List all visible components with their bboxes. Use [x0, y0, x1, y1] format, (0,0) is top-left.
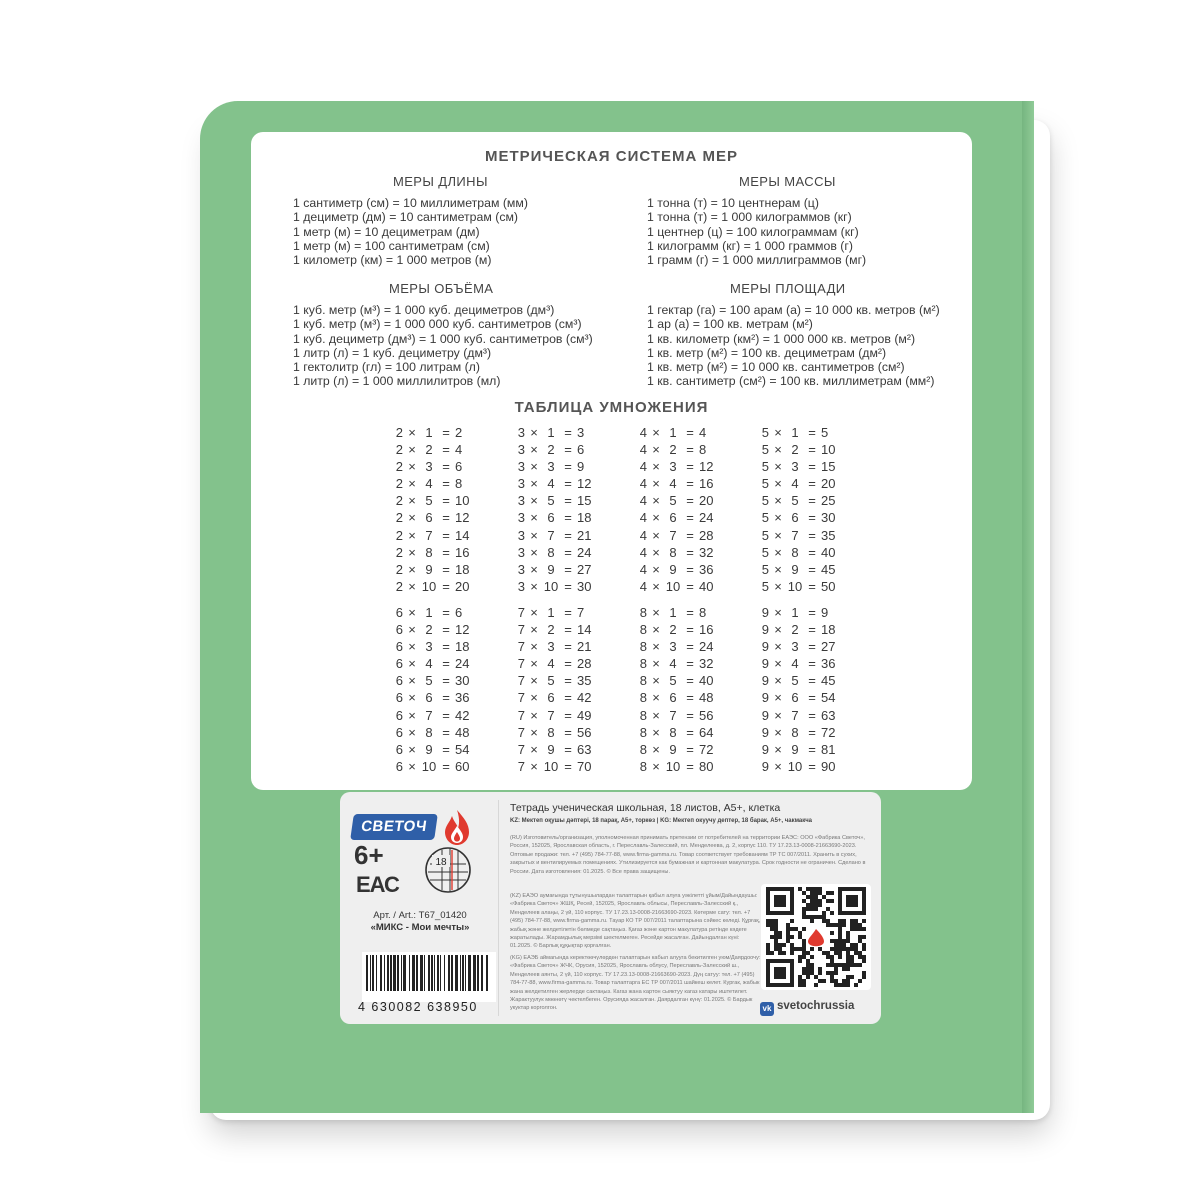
multiplication-row: 7 × 4 = 28: [517, 656, 592, 672]
multiplication-row: 3 × 3 = 9: [517, 459, 585, 475]
multiplication-block-5: [757, 424, 843, 595]
age-rating: 6+: [354, 840, 384, 870]
multiplication-row: 3 × 6 = 18: [517, 510, 592, 526]
series-name: «МИКС - Мои мечты»: [370, 922, 470, 933]
multiplication-row: 3 × 10 = 30: [517, 578, 592, 594]
area-title: МЕРЫ ПЛОЩАДИ: [730, 281, 846, 296]
multiplication-row: 8 × 9 = 72: [639, 741, 714, 757]
multiplication-row: 6 × 1 = 6: [395, 605, 463, 620]
multiplication-row: 9 × 6 = 54: [761, 690, 836, 706]
reference-panel: [251, 132, 972, 790]
multiplication-row: 7 × 1 = 7: [517, 605, 585, 620]
multiplication-row: 3 × 1 = 3: [517, 425, 585, 440]
multiplication-row: 7 × 8 = 56: [517, 724, 592, 740]
multiplication-block-8: [635, 604, 721, 775]
volume-line: 1 куб. метр (м³) = 1 000 000 куб. сантиметров (см³): [293, 317, 582, 332]
area-line: 1 кв. метр (м²) = 100 кв. дециметрам (дм²): [647, 345, 887, 360]
multiplication-row: 6 × 9 = 54: [395, 741, 470, 757]
volume-list: [293, 303, 593, 389]
multiplication-row: 8 × 3 = 24: [639, 639, 714, 655]
label-divider: [498, 800, 499, 1016]
multiplication-row: 2 × 3 = 6: [395, 459, 463, 475]
multiplication-row: 3 × 7 = 21: [517, 527, 592, 543]
area-line: 1 кв. километр (км²) = 1 000 000 кв. метров (м²): [647, 331, 916, 346]
multiplication-row: 8 × 7 = 56: [639, 707, 714, 723]
multiplication-row: 2 × 4 = 8: [395, 476, 463, 492]
multiplication-row: 7 × 2 = 14: [517, 622, 592, 638]
multiplication-row: 6 × 6 = 36: [395, 690, 470, 706]
area-line: 1 гектар (га) = 100 арам (а) = 10 000 кв. метров (м²): [647, 303, 940, 317]
multiplication-row: 9 × 2 = 18: [761, 622, 836, 638]
mass-line: 1 грамм (г) = 1 000 миллиграммов (мг): [647, 253, 867, 268]
multiplication-row: 4 × 5 = 20: [639, 493, 714, 509]
barcode-number: 4 630082 638950: [358, 1000, 478, 1014]
multiplication-row: 9 × 9 = 81: [761, 741, 836, 757]
multiplication-row: 4 × 3 = 12: [639, 459, 714, 475]
length-line: 1 метр (м) = 10 дециметрам (дм): [293, 224, 480, 239]
multiplication-block-4: [635, 424, 721, 595]
multiplication-row: 3 × 4 = 12: [517, 476, 592, 492]
multiplication-row: 4 × 9 = 36: [639, 561, 714, 577]
multiplication-row: 4 × 1 = 4: [639, 425, 707, 440]
multiplication-row: 5 × 4 = 20: [761, 476, 836, 492]
length-line: 1 сантиметр (см) = 10 миллиметрам (мм): [293, 196, 528, 210]
multiplication-row: 8 × 8 = 64: [639, 724, 714, 740]
multiplication-row: 4 × 10 = 40: [639, 578, 714, 594]
multiplication-row: 6 × 5 = 30: [395, 673, 470, 689]
info-kg: (KG) ЕАЭБ аймагында керектөөчүлөрдөн талаптарын кабыл алууга бекитилген уюм/Даярдоочу: «Фабрика Светоч» ЖЧК, Орусия, 152025, Ярославль облусу, Переславль-Залесский ш., Менделеев аянты, 2 үй, 110 корпус. ТУ 17.23.13-0008-21663690-2023. Дүң сатуу: тел. +7 (495) 784-77-88, www.firma-gamma.ru. Товар талаптарга ЕС ТР 007/2011 шайкеш келет. Кургак, жабык жана желдетилген жерлерде сактаңыз. Кагаз жана картон сыяктуу кагаз катары иштетилет. Жарактуулук мөөнөтү чектелбеген. Орусияда жасалган. Даярдалган күнү: 01.2025. © Бардык укуктар корголгон.: [510, 955, 761, 1012]
volume-line: 1 куб. метр (м³) = 1 000 куб. дециметров (дм³): [293, 303, 555, 317]
multiplication-row: 2 × 9 = 18: [395, 561, 470, 577]
multiplication-row: 5 × 9 = 45: [761, 561, 836, 577]
volume-line: 1 литр (л) = 1 куб. дециметру (дм³): [293, 345, 492, 360]
info-ru: (RU) Изготовитель/организация, уполномоченная принимать претензии от потребителей на территории ЕАЭС: ООО «Фабрика Светоч», Россия, 152025, Ярославская область, г. Переславль-Залесский, пл. Менделеева, д. 2, корпус 110. ТУ 17.23.13-0008-21663690-2023. Оптовые продажи: тел. +7 (495) 784-77-88, www.firma-gamma.ru. Товар соответствует требованиям ТР ТС 007/2011. Хранить в сухих, закрытых и вентилируемых помещениях. Утилизируется как бумажная и картонная макулатура. Срок годности не ограничен. Сделано в России. Дата изготовления: 01.2025. © Все права защищены.: [510, 835, 866, 875]
vk-handle: svetochrussia: [777, 1000, 855, 1012]
multiplication-row: 6 × 2 = 12: [395, 622, 470, 638]
multiplication-row: 8 × 1 = 8: [639, 605, 707, 620]
volume-line: 1 литр (л) = 1 000 миллилитров (мл): [293, 374, 501, 389]
volume-line: 1 гектолитр (гл) = 100 литрам (л): [293, 360, 480, 375]
mass-list: [647, 196, 866, 267]
mass-line: 1 килограмм (кг) = 1 000 граммов (г): [647, 238, 853, 253]
area-line: 1 кв. сантиметр (см²) = 100 кв. миллиметрам (мм²): [647, 374, 935, 389]
area-list: [647, 303, 940, 389]
area-line: 1 ар (а) = 100 кв. метрам (м²): [647, 317, 813, 332]
multiplication-row: 8 × 5 = 40: [639, 673, 714, 689]
area-line: 1 кв. метр (м²) = 10 000 кв. сантиметров (см²): [647, 360, 905, 375]
multiplication-block-3: [513, 424, 599, 595]
multiplication-row: 9 × 8 = 72: [761, 724, 836, 740]
multiplication-row: 7 × 7 = 49: [517, 707, 592, 723]
multiplication-row: 9 × 5 = 45: [761, 673, 836, 689]
vk-icon: vk: [760, 1002, 774, 1016]
article-number: Арт. / Art.: Т67_01420: [373, 910, 467, 921]
mass-line: 1 тонна (т) = 1 000 килограммов (кг): [647, 210, 852, 225]
multiplication-row: 5 × 5 = 25: [761, 493, 836, 509]
multiplication-row: 5 × 10 = 50: [761, 578, 836, 594]
multiplication-row: 7 × 9 = 63: [517, 741, 592, 757]
multiplication-row: 9 × 1 = 9: [761, 605, 829, 620]
multiplication-row: 7 × 6 = 42: [517, 690, 592, 706]
multiplication-row: 5 × 8 = 40: [761, 544, 836, 560]
flame-icon: [442, 808, 472, 846]
product-title: Тетрадь ученическая школьная, 18 листов, А5+, клетка: [510, 802, 781, 814]
mass-line: 1 тонна (т) = 10 центнерам (ц): [647, 196, 819, 210]
multiplication-row: 5 × 6 = 30: [761, 510, 836, 526]
multiplication-row: 2 × 5 = 10: [395, 493, 470, 509]
grid-number: 18: [435, 857, 447, 868]
volume-line: 1 куб. дециметр (дм³) = 1 000 куб. сантиметров (см³): [293, 331, 593, 346]
multiplication-block-6: [391, 604, 477, 775]
multiplication-row: 4 × 4 = 16: [639, 476, 714, 492]
mass-line: 1 центнер (ц) = 100 килограммам (кг): [647, 224, 859, 239]
multiplication-row: 9 × 4 = 36: [761, 656, 836, 672]
vk-link[interactable]: [760, 1000, 854, 1016]
qr-code[interactable]: [761, 884, 871, 990]
multiplication-row: 9 × 7 = 63: [761, 707, 836, 723]
info-kz: (KZ) ЕАЭО аумағында тұтынушылардан талаптарын қабыл алуға уәкілетті ұйым/Дайындаушы: «Фабрика Светоч» ЖШҚ, Ресей, 152025, Ярославль облысы, Переславль-Залесский қ., Менделеев алаңы, 2 үй, 110 корпус. ТУ 17.23.13-0008-21663690-2023. Көтерме сату: тел. +7 (495) 784-77-88, www.firma-gamma.ru. Тауар КО ТР 007/2011 талаптарына сәйкес келеді. Құрғақ, жабық және желдетілетін бөлмеде сақтаңыз. Қағаз және картон макулатура ретінде кәдеге жаратылады. Жарамдылық мерзімі шектелмеген. Ресейде жасалған. Дайындалған күні: 01.2025. © Барлық құқықтар қорғалған.: [510, 893, 761, 950]
multiplication-row: 7 × 10 = 70: [517, 758, 592, 774]
length-line: 1 метр (м) = 100 сантиметрам (см): [293, 238, 490, 253]
multiplication-row: 5 × 7 = 35: [761, 527, 836, 543]
multiplication-row: 7 × 5 = 35: [517, 673, 592, 689]
multiplication-row: 8 × 6 = 48: [639, 690, 714, 706]
multiplication-row: 3 × 2 = 6: [517, 442, 585, 458]
product-title-kz-kg: KZ: Мектеп оқушы дәптері, 18 парақ, А5+, торкөз | KG: Мектеп окуучу дептер, 18 барак, А5+, чакмакча: [510, 818, 813, 824]
multiplication-row: 7 × 3 = 21: [517, 639, 592, 655]
barcode: [362, 952, 496, 1002]
multiplication-row: 5 × 2 = 10: [761, 442, 836, 458]
multiplication-row: 2 × 10 = 20: [395, 578, 470, 594]
multiplication-row: 3 × 5 = 15: [517, 493, 592, 509]
multiplication-row: 2 × 7 = 14: [395, 527, 470, 543]
multiplication-row: 4 × 2 = 8: [639, 442, 707, 458]
multiplication-title: ТАБЛИЦА УМНОЖЕНИЯ: [514, 399, 709, 416]
length-list: [293, 196, 528, 267]
multiplication-row: 9 × 10 = 90: [761, 758, 836, 774]
multiplication-row: 8 × 2 = 16: [639, 622, 714, 638]
product-label: [340, 792, 881, 1024]
multiplication-row: 6 × 4 = 24: [395, 656, 470, 672]
length-title: МЕРЫ ДЛИНЫ: [393, 174, 488, 189]
notebook-edge: [1022, 101, 1034, 1113]
length-line: 1 километр (км) = 1 000 метров (м): [293, 253, 492, 268]
multiplication-block-2: [391, 424, 477, 595]
multiplication-block-9: [757, 604, 843, 775]
multiplication-row: 2 × 8 = 16: [395, 544, 470, 560]
multiplication-block-7: [513, 604, 599, 775]
multiplication-row: 5 × 1 = 5: [761, 425, 829, 440]
eac-mark: ЕАС: [356, 872, 399, 897]
multiplication-row: 4 × 6 = 24: [639, 510, 714, 526]
multiplication-row: 4 × 8 = 32: [639, 544, 714, 560]
multiplication-row: 9 × 3 = 27: [761, 639, 836, 655]
multiplication-row: 6 × 10 = 60: [395, 758, 470, 774]
length-line: 1 дециметр (дм) = 10 сантиметрам (см): [293, 210, 519, 225]
multiplication-row: 4 × 7 = 28: [639, 527, 714, 543]
multiplication-row: 3 × 8 = 24: [517, 544, 592, 560]
multiplication-row: 2 × 1 = 2: [395, 425, 463, 440]
volume-title: МЕРЫ ОБЪЁМА: [389, 281, 494, 296]
metric-title: МЕТРИЧЕСКАЯ СИСТЕМА МЕР: [484, 148, 738, 165]
mass-title: МЕРЫ МАССЫ: [739, 174, 836, 189]
multiplication-row: 5 × 3 = 15: [761, 459, 836, 475]
brand-name: СВЕТОЧ: [350, 814, 438, 840]
multiplication-row: 2 × 2 = 4: [395, 442, 463, 458]
multiplication-row: 8 × 4 = 32: [639, 656, 714, 672]
article-info: [350, 910, 490, 934]
multiplication-row: 6 × 3 = 18: [395, 639, 470, 655]
multiplication-row: 6 × 7 = 42: [395, 707, 470, 723]
multiplication-row: 6 × 8 = 48: [395, 724, 470, 740]
multiplication-row: 3 × 9 = 27: [517, 561, 592, 577]
grid-paper-icon: [424, 846, 472, 894]
multiplication-row: 8 × 10 = 80: [639, 758, 714, 774]
multiplication-row: 2 × 6 = 12: [395, 510, 470, 526]
